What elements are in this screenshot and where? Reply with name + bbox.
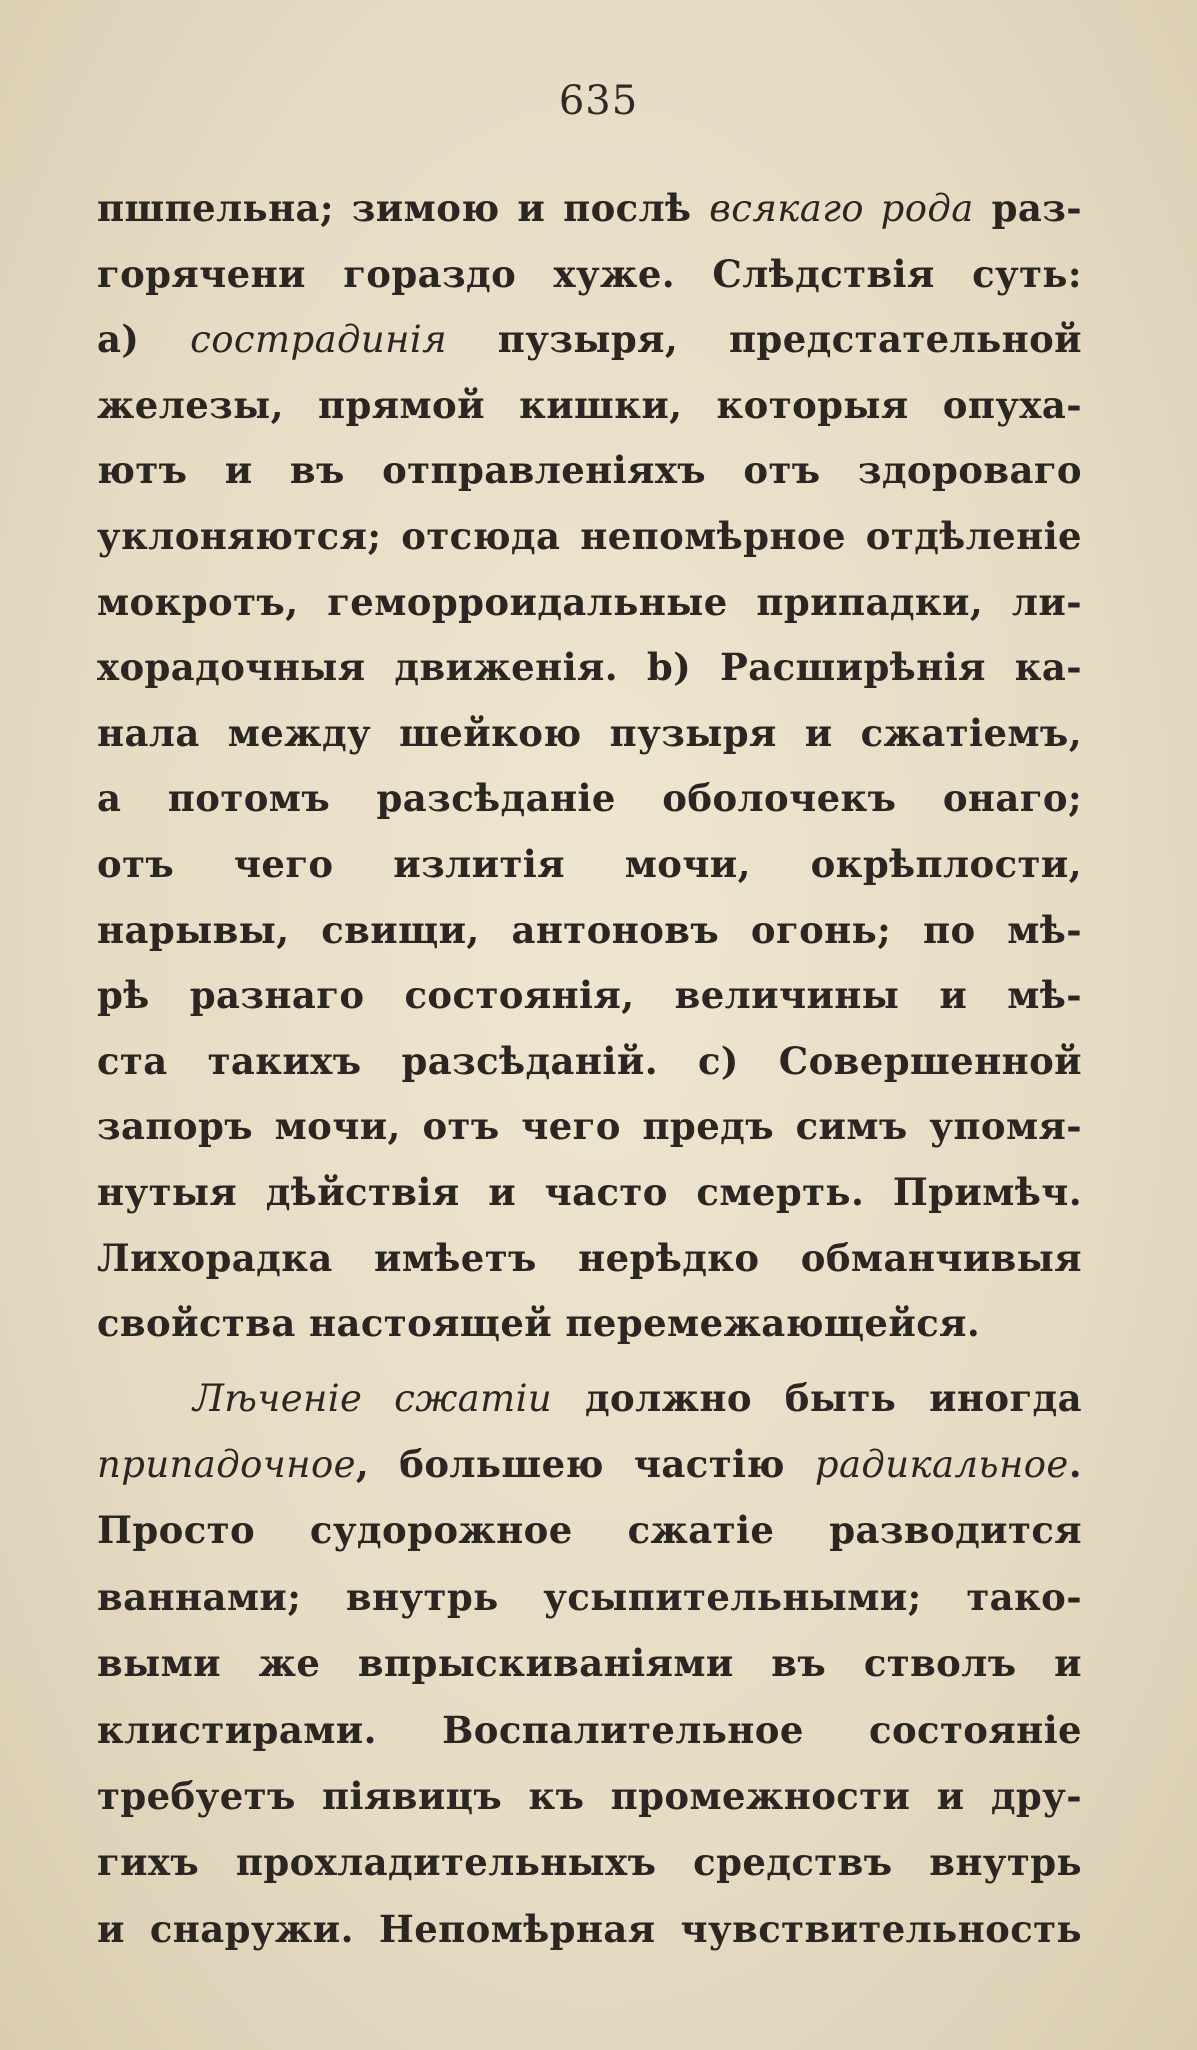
page-number: 635 (558, 78, 639, 124)
text-line: ваннами; внутрь усыпительными; тако- (97, 1574, 1082, 1619)
text-line: требуетъ піявицъ къ промежности и дру- (97, 1774, 1082, 1819)
text-line: рѣ разнаго состоянія, величины и мѣ- (97, 973, 1082, 1018)
text-line: ста такихъ разсѣданій. с) Совершенной (97, 1038, 1082, 1083)
text-line: а) сострадинія пузыря, предстательной (97, 317, 1082, 362)
text-line: гихъ прохладительныхъ средствъ внутрь (97, 1840, 1082, 1885)
text-line: горячени гораздо хуже. Слѣдствія суть: (97, 251, 1082, 296)
text-line: и снаружи. Непомѣрная чувствительность (97, 1906, 1082, 1951)
text-line: хорадочныя движенія. b) Расширѣнія ка- (97, 645, 1082, 690)
text-line: ютъ и въ отправленіяхъ отъ здороваго (97, 448, 1082, 493)
text-line: Лихорадка имѣетъ нерѣдко обманчивыя (97, 1235, 1082, 1280)
text-line: железы, прямой кишки, которыя опуха- (97, 382, 1082, 427)
text-line: нала между шейкою пузыря и сжатіемъ, (97, 710, 1082, 755)
text-line: отъ чего излитія мочи, окрѣплости, (97, 841, 1082, 886)
text-line: пшпельна; зимою и послѣ всякаго рода раз- (97, 186, 1082, 230)
text-line: уклоняются; отсюда непомѣрное отдѣленіе (97, 513, 1082, 558)
text-line: Лѣченіе сжатіи должно быть иногда (193, 1375, 1082, 1420)
text-line: мокротъ, геморроидальные припадки, ли- (97, 579, 1082, 624)
paragraph-treatment (97, 1365, 1082, 1963)
text-line: клистирами. Воспалительное состояніе (97, 1707, 1082, 1752)
text-line: а потомъ разсѣданіе оболочекъ онаго; (97, 776, 1082, 821)
text-line: припадочное, большею частію радикальное. (97, 1442, 1082, 1487)
text-line: Просто судорожное сжатіе разводится (97, 1508, 1082, 1553)
text-line: нарывы, свищи, антоновъ огонь; по мѣ- (97, 907, 1082, 952)
text-line: нутыя дѣйствія и часто смерть. Примѣч. (97, 1169, 1082, 1214)
text-line: выми же впрыскиваніями въ стволъ и (97, 1641, 1082, 1686)
paragraph-symptoms (97, 176, 1082, 1357)
text-line: свойства настоящей перемежающейся. (97, 1301, 981, 1346)
text-line: запоръ мочи, отъ чего предъ симъ упомя- (97, 1104, 1082, 1149)
body-text (97, 176, 1082, 1962)
